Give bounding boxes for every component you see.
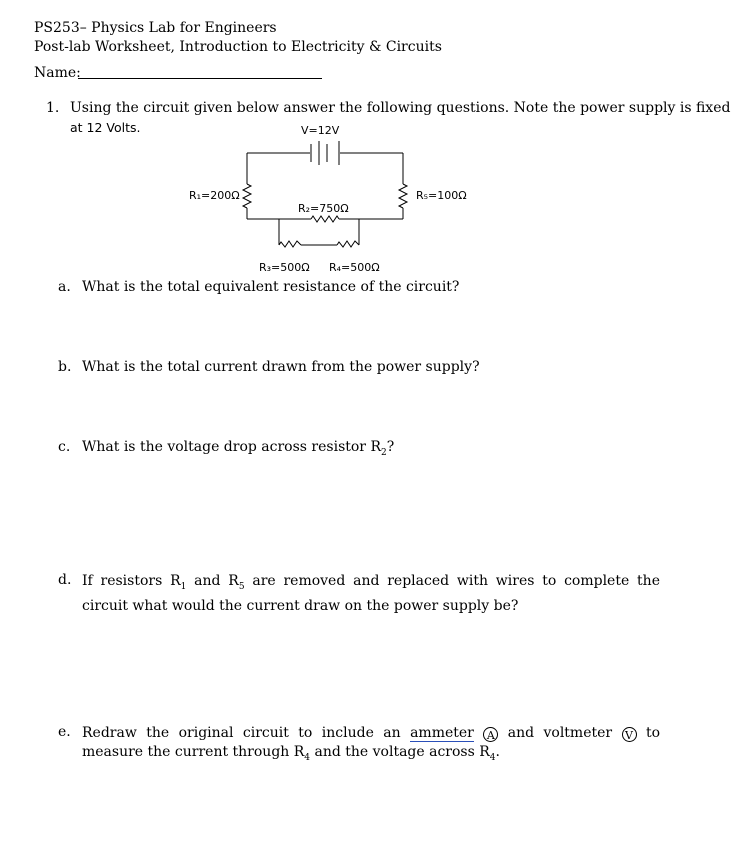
part-d-letter: d. (58, 572, 72, 588)
label-r2: R₂=750Ω (298, 202, 349, 215)
resistor-r4 (337, 241, 359, 247)
part-e-letter: e. (58, 724, 71, 740)
part-c-letter: c. (58, 439, 71, 455)
label-r1: R₁=200Ω (189, 189, 240, 202)
part-b-question: What is the total current drawn from the power supply? (82, 359, 480, 375)
part-b-letter: b. (58, 359, 72, 375)
name-label: Name: (34, 65, 81, 81)
resistor-r3 (279, 241, 301, 247)
part-e-question: Redraw the original circuit to include an ammeter A and voltmeter V to measure the current through $R_4$ and the voltage across $R_4$. (82, 725, 661, 763)
question-number: 1. (46, 100, 60, 116)
question-intro-line1: Using the circuit given below answer the following questions. Note the power supply is fixed (70, 100, 731, 116)
part-d-question: If resistors $R_1$ and $R_5$ are removed and replaced with wires to complete the circuit what would the current draw on the power supply be? (82, 573, 660, 614)
worksheet-subtitle: Post-lab Worksheet, Introduction to Electricity & Circuits (34, 39, 442, 55)
label-r4: R₄=500Ω (329, 261, 380, 274)
part-a-question: What is the total equivalent resistance of the circuit? (82, 279, 460, 295)
question-intro-line2: at 12 Volts. (70, 120, 141, 135)
part-a-letter: a. (58, 279, 71, 295)
part-c-question: What is the voltage drop across resistor $R_2$? (82, 439, 395, 458)
label-voltage: V=12V (301, 124, 340, 137)
resistor-r2 (311, 216, 339, 222)
ammeter-word: ammeter (410, 725, 474, 741)
voltmeter-symbol: V (622, 727, 637, 742)
resistor-r5 (399, 184, 407, 208)
course-title: PS253– Physics Lab for Engineers (34, 20, 277, 36)
ammeter-symbol: A (483, 727, 498, 742)
resistor-r1 (243, 184, 251, 208)
circuit-diagram (0, 0, 732, 290)
label-r5: R₅=100Ω (416, 189, 467, 202)
label-r3: R₃=500Ω (259, 261, 310, 274)
